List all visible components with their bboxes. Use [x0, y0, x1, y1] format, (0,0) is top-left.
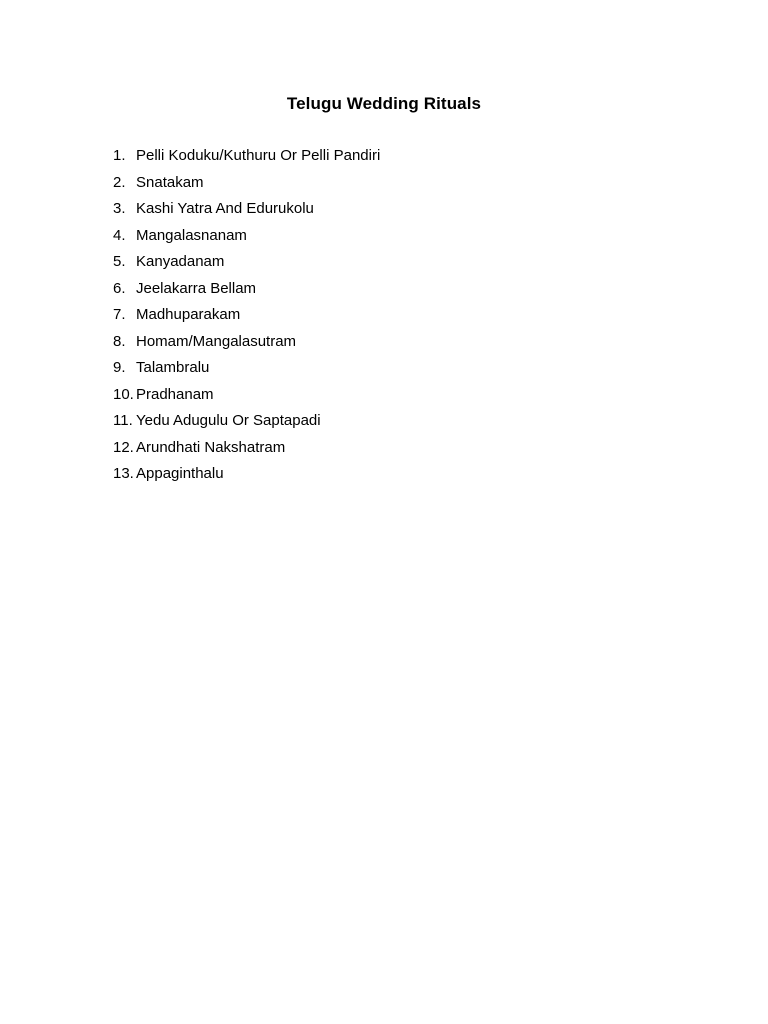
list-item-label: Jeelakarra Bellam [136, 279, 257, 297]
list-item-number: 3. [113, 200, 126, 217]
list-item-label: Mangalasnanam [136, 226, 247, 244]
list-item [113, 465, 380, 492]
list-item-label: Yedu Adugulu Or Saptapadi [136, 412, 321, 429]
list-item [113, 253, 380, 280]
list-item-label: Homam/Mangalasutram [136, 332, 297, 350]
list-item-number: 6. [113, 279, 126, 297]
list-item [113, 147, 380, 174]
list-item [113, 280, 380, 307]
list-item [113, 227, 380, 254]
list-item-number: 9. [113, 359, 126, 376]
list-item-number: 4. [113, 226, 126, 244]
list-item-number: 1. [113, 147, 126, 164]
list-item-number: 5. [113, 253, 126, 270]
list-item-number: 11. [113, 412, 133, 429]
list-item [113, 306, 380, 333]
list-item-label: Snatakam [136, 173, 204, 191]
list-item [113, 439, 380, 466]
list-item-label: Pelli Koduku/Kuthuru Or Pelli Pandiri [136, 147, 381, 164]
list-item-label: Kashi Yatra And Edurukolu [136, 200, 314, 217]
list-item-number: 13. [113, 465, 134, 482]
list-item-label: Talambralu [136, 359, 210, 376]
page-title: Telugu Wedding Rituals [286, 94, 482, 113]
ritual-list [113, 147, 380, 492]
list-item [113, 386, 380, 413]
list-item [113, 333, 380, 360]
list-item-label: Arundhati Nakshatram [136, 438, 286, 456]
list-item-label: Kanyadanam [136, 253, 225, 270]
list-item-label: Appaginthalu [136, 465, 224, 482]
list-item-label: Pradhanam [136, 385, 214, 403]
list-item [113, 174, 380, 201]
list-item-number: 8. [113, 332, 126, 350]
list-item-number: 12. [113, 438, 134, 456]
list-item-number: 10. [113, 385, 134, 403]
list-item [113, 359, 380, 386]
list-item-number: 2. [113, 173, 126, 191]
list-item [113, 412, 380, 439]
list-item [113, 200, 380, 227]
list-item-label: Madhuparakam [136, 306, 241, 323]
list-item-number: 7. [113, 306, 126, 323]
